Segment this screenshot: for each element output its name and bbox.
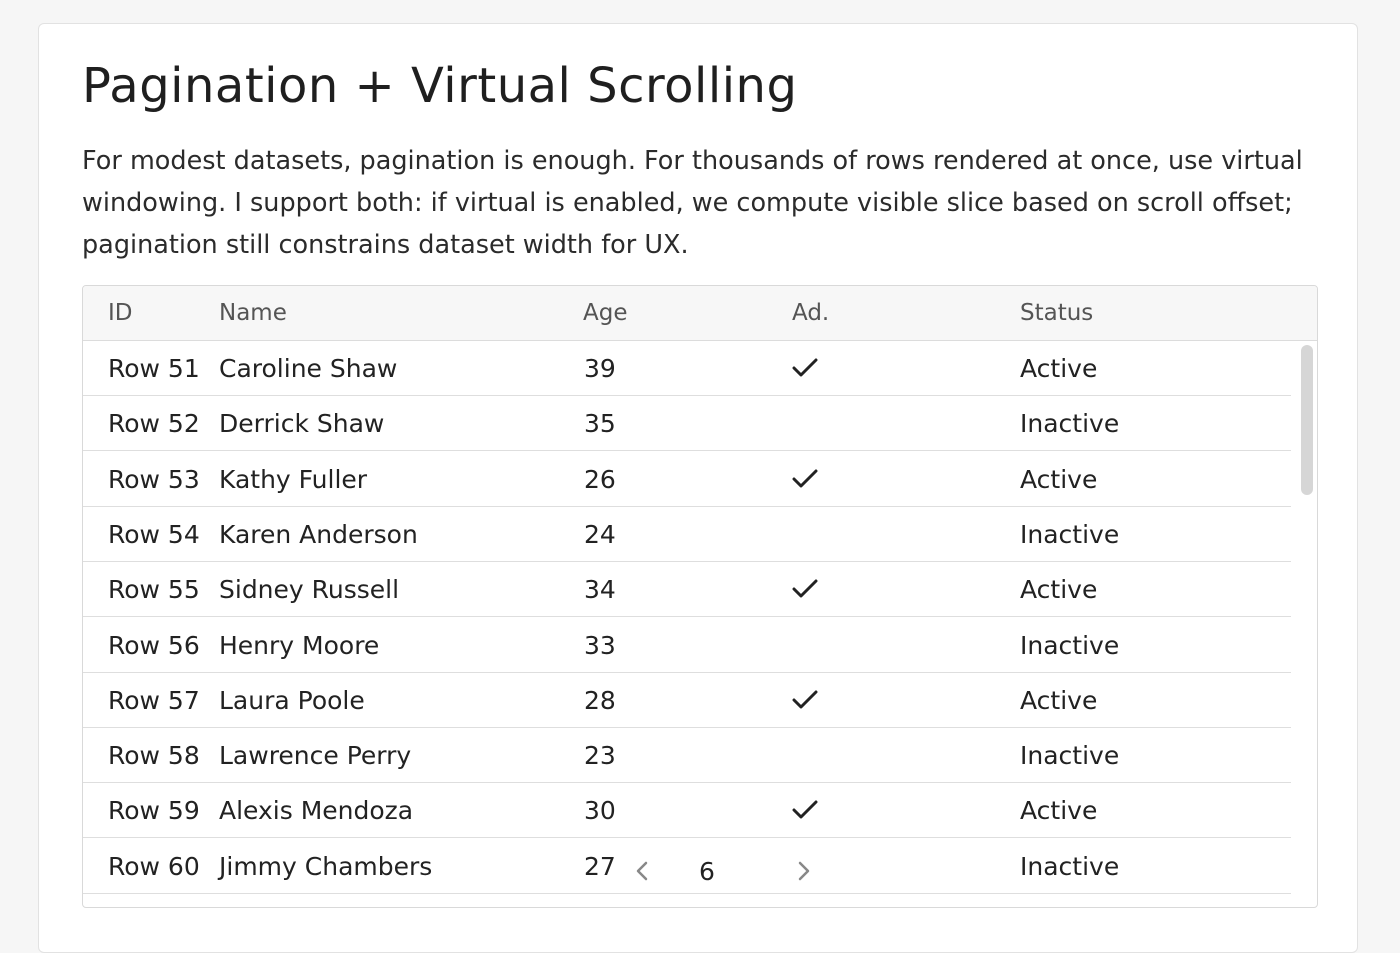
page-title: Pagination + Virtual Scrolling — [82, 58, 798, 114]
table-row[interactable] — [83, 618, 1291, 673]
table-row[interactable] — [83, 341, 1291, 396]
status-cell: Active — [1020, 354, 1098, 383]
row-id-cell: Row 60 — [108, 851, 200, 881]
age-cell: 28 — [584, 685, 616, 715]
table-row[interactable] — [83, 562, 1291, 617]
status-cell: Inactive — [1020, 741, 1120, 771]
ad-cell — [792, 618, 822, 673]
name-cell: Jimmy Chambers — [219, 851, 433, 881]
prev-page-button[interactable] — [628, 856, 658, 886]
column-header-age[interactable]: Age — [583, 300, 628, 326]
status-cell: Inactive — [1020, 409, 1120, 439]
name-cell: Laura Poole — [219, 685, 365, 715]
table-row[interactable] — [83, 452, 1291, 507]
age-cell: 33 — [584, 630, 616, 660]
table-row[interactable] — [83, 673, 1291, 728]
table-body[interactable] — [83, 341, 1291, 907]
age-cell: 34 — [584, 575, 616, 605]
data-table — [82, 285, 1318, 908]
age-cell: 26 — [584, 464, 616, 494]
row-id-cell: Row 54 — [108, 519, 200, 549]
status-cell: Inactive — [1020, 630, 1120, 660]
name-cell: Sidney Russell — [219, 575, 400, 605]
ad-cell — [792, 673, 822, 728]
next-page-button[interactable] — [788, 856, 818, 886]
age-cell: 24 — [584, 519, 616, 549]
ad-cell — [792, 783, 822, 838]
column-header-status[interactable]: Status — [1020, 300, 1094, 326]
scrollbar-thumb[interactable] — [1301, 345, 1313, 495]
status-cell: Inactive — [1020, 851, 1120, 881]
status-cell: Active — [1020, 464, 1098, 494]
chevron-right-icon — [788, 856, 818, 886]
table-row[interactable] — [83, 396, 1291, 451]
name-cell: Kathy Fuller — [219, 464, 368, 494]
checkmark-icon — [792, 800, 818, 820]
name-cell: Derrick Shaw — [219, 409, 385, 439]
status-cell: Active — [1020, 575, 1098, 605]
row-id-cell: Row 55 — [108, 575, 200, 605]
row-id-cell: Row 53 — [108, 464, 200, 494]
checkmark-icon — [792, 690, 818, 710]
checkmark-icon — [792, 469, 818, 489]
pagination — [628, 852, 928, 892]
row-id-cell: Row 56 — [108, 630, 200, 660]
ad-cell — [792, 507, 822, 562]
status-cell: Inactive — [1020, 519, 1120, 549]
ad-cell — [792, 396, 822, 451]
age-cell: 39 — [584, 354, 616, 383]
age-cell: 27 — [584, 851, 616, 881]
column-header-ad[interactable]: Ad. — [792, 300, 830, 326]
ad-cell — [792, 341, 822, 396]
name-cell: Karen Anderson — [219, 519, 418, 549]
ad-cell — [792, 728, 822, 783]
checkmark-icon — [792, 579, 818, 599]
table-row[interactable] — [83, 783, 1291, 838]
age-cell: 35 — [584, 409, 616, 439]
checkmark-icon — [792, 358, 818, 378]
age-cell: 23 — [584, 741, 616, 771]
page-description: For modest datasets, pagination is enough. For thousands of rows rendered at once, use virtual windowing. I support both: if virtual is enabled, we compute visible slice based on scroll offset; pagination still constrains dataset width for UX. — [82, 146, 1303, 260]
current-page-number[interactable]: 6 — [699, 857, 715, 886]
column-header-name[interactable]: Name — [219, 300, 287, 326]
name-cell: Alexis Mendoza — [219, 796, 414, 826]
row-id-cell: Row 51 — [108, 354, 200, 383]
name-cell: Lawrence Perry — [219, 741, 412, 771]
ad-cell — [792, 452, 822, 507]
table-row[interactable] — [83, 728, 1291, 783]
row-id-cell: Row 52 — [108, 409, 200, 439]
age-cell: 30 — [584, 796, 616, 826]
name-cell: Henry Moore — [219, 630, 380, 660]
row-id-cell: Row 57 — [108, 685, 200, 715]
vertical-scrollbar[interactable] — [1301, 345, 1313, 905]
content-card — [38, 23, 1358, 953]
ad-cell — [792, 562, 822, 617]
table-row[interactable] — [83, 507, 1291, 562]
row-id-cell: Row 59 — [108, 796, 200, 826]
column-header-id[interactable]: ID — [108, 300, 133, 326]
status-cell: Active — [1020, 796, 1098, 826]
name-cell: Caroline Shaw — [219, 354, 398, 383]
row-id-cell: Row 58 — [108, 741, 200, 771]
status-cell: Active — [1020, 685, 1098, 715]
table-header — [83, 286, 1317, 341]
chevron-left-icon — [628, 856, 658, 886]
